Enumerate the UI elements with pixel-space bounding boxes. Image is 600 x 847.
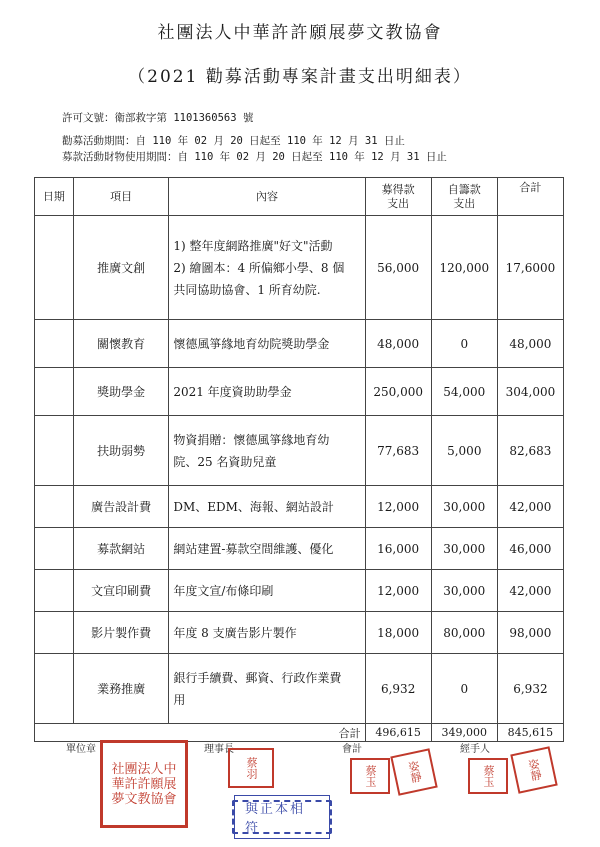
row-self: 0 [431, 320, 497, 368]
header-self [431, 178, 497, 216]
row-self: 80,000 [431, 612, 497, 654]
sum-total: 845,615 [497, 724, 563, 742]
row-total: 98,000 [497, 612, 563, 654]
row-raised: 6,932 [365, 654, 431, 724]
row-content-line: 1) 整年度網路推廣"好文"活動 [173, 238, 333, 253]
row-content-line: 物資捐贈：懷德風箏緣地育幼 [173, 432, 330, 447]
table-row [35, 320, 564, 368]
row-date [35, 368, 74, 416]
row-date [35, 528, 74, 570]
row-date [35, 654, 74, 724]
table-row [35, 528, 564, 570]
table-row [35, 216, 564, 320]
row-item: 關懷教育 [73, 320, 169, 368]
unit-seal-label: 單位章 [66, 744, 96, 755]
table-header-row [35, 178, 564, 216]
row-self: 30,000 [431, 528, 497, 570]
handler-label: 經手人 [460, 744, 490, 755]
chairman-label: 理事長 [204, 744, 234, 755]
sum-label: 合計 [35, 724, 366, 742]
document-subtitle: （2021 勸募活動專案計畫支出明細表） [128, 67, 472, 87]
row-total: 304,000 [497, 368, 563, 416]
row-raised: 250,000 [365, 368, 431, 416]
sum-raised: 496,615 [365, 724, 431, 742]
permit-number: 許可文號：衛部救字第 1101360563 號 [62, 112, 254, 124]
row-content-line: 懷德風箏緣地育幼院獎助學金 [173, 336, 330, 351]
table-row [35, 612, 564, 654]
header-date: 日期 [35, 178, 74, 216]
row-content-line: 銀行手續費、郵資、行政作業費 [173, 670, 342, 685]
row-total: 42,000 [497, 486, 563, 528]
usage-period: 募款活動財物使用期間：自 110 年 02 月 20 日起至 110 年 12 月 31 日止 [62, 151, 447, 163]
row-self: 0 [431, 654, 497, 724]
row-content [169, 570, 365, 612]
unit-seal: 社團法人中華許許願展夢文教協會 [100, 740, 188, 828]
row-content [169, 654, 365, 724]
row-self: 120,000 [431, 216, 497, 320]
row-content-line: 2) 繪圖本：4 所偏鄉小學、8 個 [173, 260, 345, 275]
row-item: 廣告設計費 [73, 486, 169, 528]
row-content [169, 320, 365, 368]
sum-row [35, 724, 564, 742]
row-total: 42,000 [497, 570, 563, 612]
fundraising-period: 勸募活動期間：自 110 年 02 月 20 日起至 110 年 12 月 31 日止 [62, 135, 405, 147]
org-title: 社團法人中華許許願展夢文教協會 [157, 23, 443, 43]
chairman-seal: 蔡羽 [228, 748, 274, 788]
row-date [35, 216, 74, 320]
row-self: 30,000 [431, 486, 497, 528]
table-row [35, 654, 564, 724]
row-content [169, 612, 365, 654]
row-raised: 48,000 [365, 320, 431, 368]
row-content-line: 用 [173, 692, 186, 707]
row-self: 54,000 [431, 368, 497, 416]
row-raised: 12,000 [365, 486, 431, 528]
header-raised-line2: 支出 [387, 196, 410, 210]
handler-seal-a: 蔡玉 [468, 758, 508, 794]
table-row [35, 368, 564, 416]
row-content-line: 網站建置-募款空間維護、優化 [173, 541, 334, 556]
row-self: 30,000 [431, 570, 497, 612]
row-content-line: 院、25 名資助兒童 [173, 454, 277, 469]
header-raised [365, 178, 431, 216]
row-raised: 18,000 [365, 612, 431, 654]
row-raised: 12,000 [365, 570, 431, 612]
row-total: 6,932 [497, 654, 563, 724]
table-row [35, 416, 564, 486]
table-row [35, 570, 564, 612]
expense-table [34, 177, 564, 742]
sum-self: 349,000 [431, 724, 497, 742]
row-total: 48,000 [497, 320, 563, 368]
row-raised: 16,000 [365, 528, 431, 570]
header-item: 項目 [73, 178, 169, 216]
row-content-line: 共同協助協會、1 所育幼院. [173, 282, 321, 297]
row-item: 募款網站 [73, 528, 169, 570]
row-content [169, 216, 365, 320]
handler-seal-b: 姿靜 [510, 746, 557, 793]
table-row [35, 486, 564, 528]
header-self-line1: 自籌款 [447, 182, 481, 196]
header-total: 合計 [497, 178, 563, 216]
header-content: 內容 [169, 178, 365, 216]
row-item: 扶助弱勢 [73, 416, 169, 486]
row-item: 文宣印刷費 [73, 570, 169, 612]
row-item: 業務推廣 [73, 654, 169, 724]
row-content-line: 年度 8 支廣告影片製作 [173, 625, 297, 640]
row-date [35, 486, 74, 528]
row-item: 推廣文創 [73, 216, 169, 320]
row-raised: 77,683 [365, 416, 431, 486]
accountant-seal-a: 蔡玉 [350, 758, 390, 794]
header-self-line2: 支出 [453, 196, 476, 210]
row-item: 獎助學金 [73, 368, 169, 416]
row-content [169, 486, 365, 528]
row-content [169, 528, 365, 570]
row-item: 影片製作費 [73, 612, 169, 654]
stamp-text: 與正本相符 [234, 795, 330, 839]
certified-true-copy-stamp [232, 800, 332, 834]
header-raised-line1: 募得款 [381, 182, 415, 196]
row-total: 17,6000 [497, 216, 563, 320]
row-date [35, 612, 74, 654]
accountant-seal-b: 姿靜 [390, 748, 437, 795]
row-date [35, 570, 74, 612]
accountant-label: 會計 [342, 744, 362, 755]
row-content-line: DM、EDM、海報、網站設計 [173, 499, 334, 514]
row-content-line: 年度文宣/布條印刷 [173, 583, 274, 598]
row-content [169, 416, 365, 486]
row-date [35, 320, 74, 368]
row-content-line: 2021 年度資助助學金 [173, 384, 292, 399]
row-date [35, 416, 74, 486]
row-raised: 56,000 [365, 216, 431, 320]
row-total: 46,000 [497, 528, 563, 570]
row-total: 82,683 [497, 416, 563, 486]
row-self: 5,000 [431, 416, 497, 486]
row-content [169, 368, 365, 416]
